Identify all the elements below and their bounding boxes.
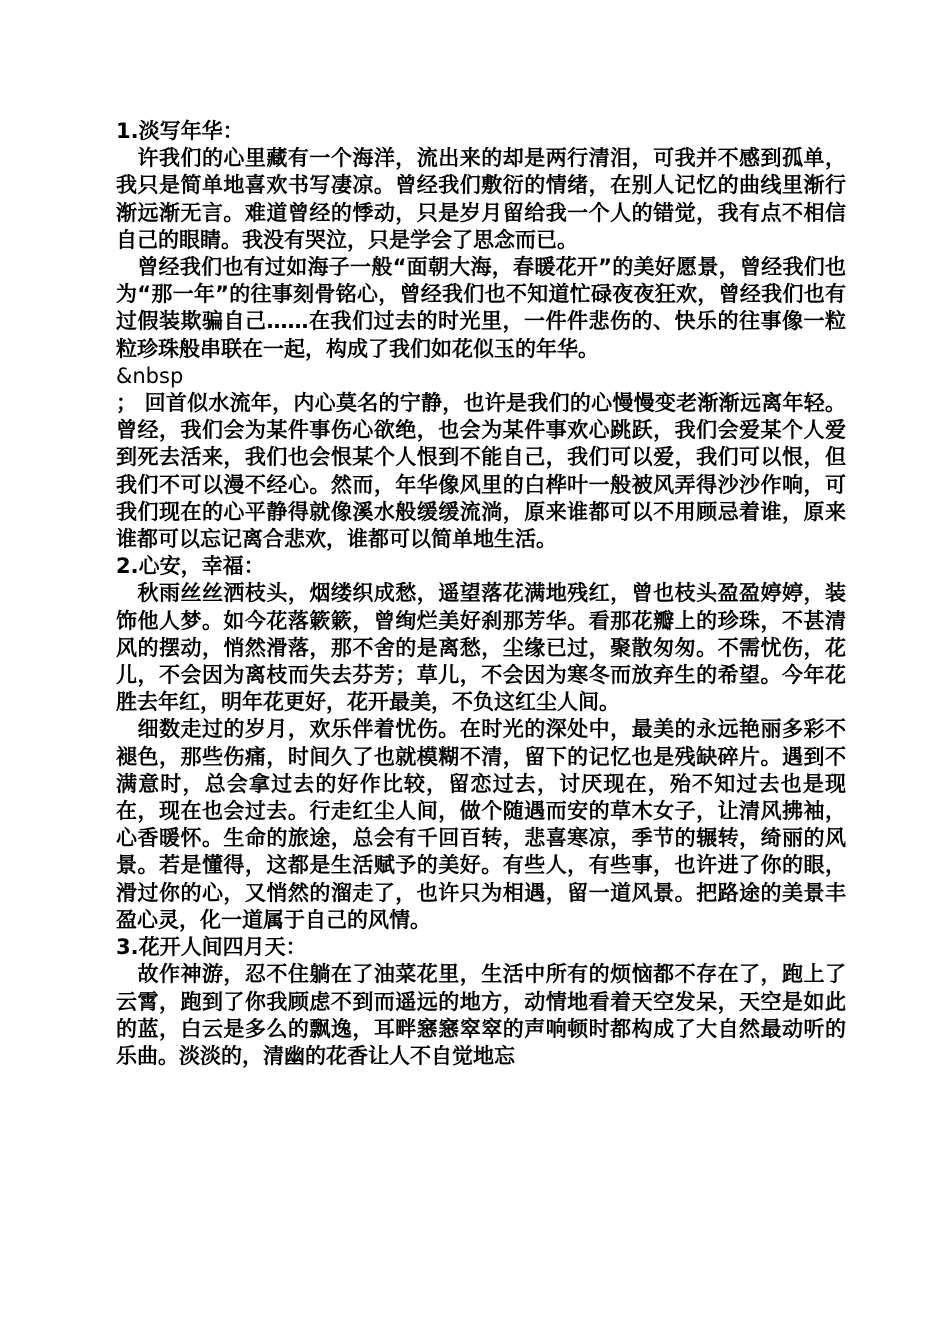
paragraph-4: 秋雨丝丝洒枝头，烟缕织成愁，遥望落花满地残红，曾也枝头盈盈婷婷，装饰他人梦。如今花落簌簌，曾绚烂美好刹那芳华。看那花瓣上的珍珠，不甚清风的摆动，悄然滑落，那不舍的是离愁，尘缘已过，聚散匆匆。不需忧伤，花儿，不会因为离枝而失去芬芳；草儿，不会因为寒冬而放弃生的希望。今年花胜去年红，明年花更好，花开最美，不负这红尘人间。	[116, 581, 846, 715]
paragraph-6: 故作神游，忍不住躺在了油菜花里，生活中所有的烦恼都不存在了，跑上了云霄，跑到了你我顾虑不到而遥远的地方，动情地看着天空发呆，天空是如此的蓝，白云是多么的飘逸，耳畔窸窸窣窣的声响顿时都构成了大自然最动听的乐曲。淡淡的，清幽的花香让人不自觉地忘	[116, 962, 846, 1068]
paragraph-5: 细数走过的岁月，欢乐伴着忧伤。在时光的深处中，最美的永远艳丽多彩不褪色，那些伤痛，时间久了也就模糊不清，留下的记忆也是残缺碎片。遇到不满意时，总会拿过去的好作比较，留恋过去，讨厌现在，殆不知过去也是现在，现在也会过去。行走红尘人间，做个随遇而安的草木女子，让清风拂袖，心香暖怀。生命的旅途，总会有千回百转，悲喜寒凉，季节的辗转，绮丽的风景。若是懂得，这都是生活赋予的美好。有些人，有些事，也许进了你的眼，滑过你的心，又悄然的溜走了，也许只为相遇，留一道风景。把路途的美景丰盈心灵，化一道属于自己的风情。	[116, 717, 846, 932]
section-heading-2: 2.心安，幸福：	[116, 554, 265, 579]
section-heading-1: 1.淡写年华：	[116, 119, 244, 143]
document-page	[116, 118, 846, 1228]
raw-entity-text: &nbsp	[116, 363, 184, 388]
paragraph-1: 许我们的心里藏有一个海洋，流出来的却是两行清泪，可我并不感到孤单，我只是简单地喜欢书写凄凉。曾经我们敷衍的情绪，在别人记忆的曲线里渐行渐远渐无言。难道曾经的悸动，只是岁月留给我一个人的错觉，我有点不相信自己的眼睛。我没有哭泣，只是学会了思念而已。	[116, 146, 846, 252]
section-heading-3: 3.花开人间四月天：	[116, 935, 307, 960]
paragraph-2: 曾经我们也有过如海子一般“面朝大海，春暖花开”的美好愿景，曾经我们也为“那一年”的往事刻骨铭心，曾经我们也不知道忙碌夜夜狂欢，曾经我们也有过假装欺骗自己……在我们过去的时光里，一件件悲伤的、快乐的往事像一粒粒珍珠般串联在一起，构成了我们如花似玉的年华。	[116, 255, 846, 361]
paragraph-3: ； 回首似水流年，内心莫名的宁静，也许是我们的心慢慢变老渐渐远离年轻。曾经，我们会为某件事伤心欲绝，也会为某件事欢心跳跃，我们会爱某个人爱到死去活来，我们也会恨某个人恨到不能自己，我们可以爱，我们可以恨，但我们不可以漫不经心。然而，年华像风里的白桦叶一般被风弄得沙沙作响，可我们现在的心平静得就像溪水般缓缓流淌，原来谁都可以不用顾忌着谁，原来谁都可以忘记离合悲欢，谁都可以简单地生活。	[116, 391, 846, 552]
